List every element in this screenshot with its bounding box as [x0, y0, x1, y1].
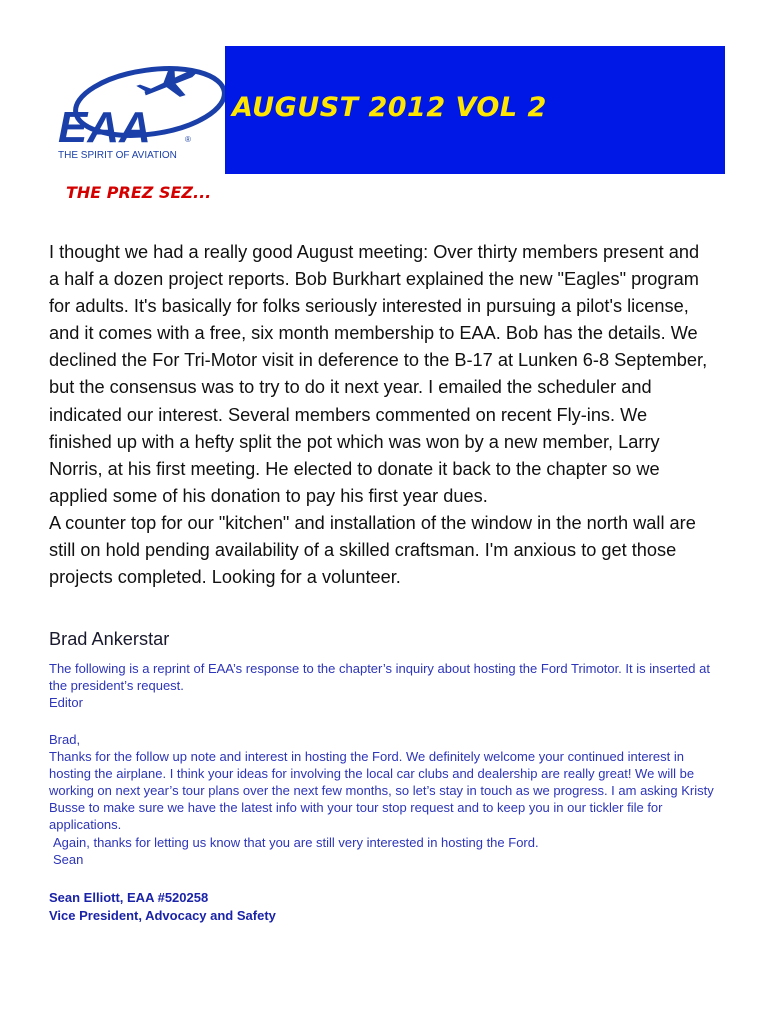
signature-block — [49, 889, 276, 925]
reprint-editor: Editor — [49, 695, 83, 710]
eaa-logo-graphic — [50, 62, 230, 162]
reply-body: Thanks for the follow up note and interest in hosting the Ford. We definitely welcome your continued interest in hosting the airplane. I think your ideas for involving the local car clubs and dealership are really great! We will be working on next year’s tour plans over the next few months, so let’s stay in touch as we progress. I am asking Kristy Busse to make sure we have the latest info with your tour stop request and to keep you in our tickler file for applications. — [49, 749, 714, 833]
letter-signature: Brad Ankerstar — [49, 629, 170, 649]
letter-paragraph: I thought we had a really good August meeting: Over thirty members present and a half a dozen project reports. Bob Burkhart explained the new "Eagles" program for adults. It's basically for folks seriously interested in pursuing a pilot's license, and it comes with a free, six month membership to EAA. Bob has the details. We declined the For Tri-Motor visit in deference to the B-17 at Lunken 6-8 September, but the consensus was to try to do it next year. I emailed the scheduler and indicated our interest. Several members commented on recent Fly-ins. We finished up with a hefty split the pot which was won by a new member, Larry Norris, at his first meeting. He elected to donate it back to the chapter so we applied some of his donation to pay his first year dues. — [49, 242, 708, 506]
issue-title: AUGUST 2012 VOL 2 — [232, 92, 547, 123]
eaa-reply — [49, 731, 721, 868]
eaa-logo — [50, 62, 230, 162]
signer-name: Sean Elliott, EAA #520258 — [49, 890, 209, 905]
registered-mark: ® — [185, 135, 191, 144]
signer-title: Vice President, Advocacy and Safety — [49, 908, 276, 923]
reprint-intro: The following is a reprint of EAA’s response to the chapter’s inquiry about hosting the Ford Trimotor. It is inserted at the president’s request. — [49, 661, 710, 693]
reprint-note — [49, 660, 721, 711]
president-letter — [49, 239, 713, 591]
reply-greeting: Brad, — [49, 732, 81, 747]
letter-paragraph: A counter top for our "kitchen" and installation of the window in the north wall are still on hold pending availability of a skilled craftsman. I'm anxious to get those projects completed. Looking for a volunteer. — [49, 512, 696, 588]
reply-name: Sean — [53, 851, 84, 867]
section-title: THE PREZ SEZ... — [66, 183, 212, 202]
logo-tagline: THE SPIRIT OF AVIATION — [58, 150, 177, 161]
logo-wordmark: EAA — [58, 103, 151, 152]
reply-closing: Again, thanks for letting us know that you are still very interested in hosting the Ford. — [53, 834, 539, 850]
